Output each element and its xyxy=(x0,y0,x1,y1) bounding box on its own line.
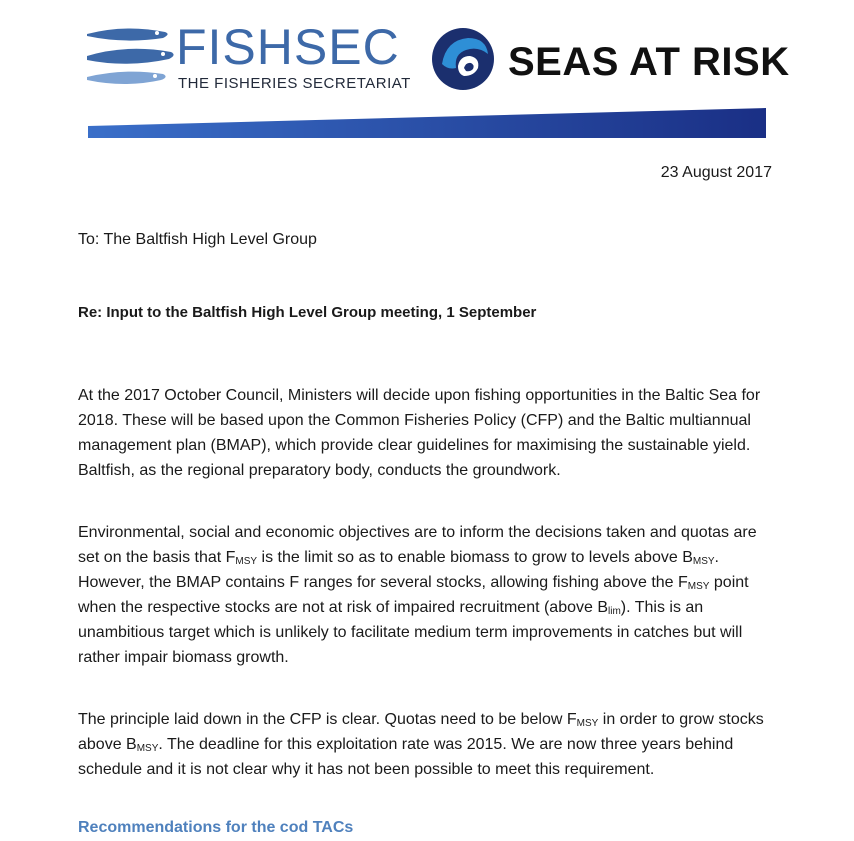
seas-at-risk-logo-icon xyxy=(428,26,498,92)
fishsec-wordmark: FISHSEC xyxy=(176,19,400,75)
subject-line: Re: Input to the Baltfish High Level Group meeting, 1 September xyxy=(78,304,537,321)
fish-logo-icon xyxy=(85,22,177,90)
recommendations-heading: Recommendations for the cod TACs xyxy=(78,819,354,836)
seas-at-risk-wordmark: SEAS AT RISK xyxy=(508,40,790,84)
letterhead xyxy=(0,0,854,145)
fishsec-tagline: THE FISHERIES SECRETARIAT xyxy=(178,75,411,92)
paragraph-objectives: Environmental, social and economic objectives are to inform the decisions taken and quotas are set on the basis that $F_{MSY}$ is the limit so as to enable biomass to grow to levels above $B_{MSY}$. However, the BMAP contains F ranges for several stocks, allowing fishing above the $F_{MSY}$ point when the respective stocks are not at risk of impaired recruitment (above $B_{lim}$). This is an unambitious target which is unlikely to facilitate medium term improvements in catches but will rather impair biomass growth. xyxy=(78,524,757,666)
header-wedge-divider xyxy=(88,108,766,140)
paragraph-intro: At the 2017 October Council, Ministers will decide upon fishing opportunities in the Baltic Sea for 2018. These will be based upon the Common Fisheries Policy (CFP) and the Baltic multiannual management plan (BMAP), which provide clear guidelines for maximising the sustainable yield. Baltfish, as the regional preparatory body, conducts the groundwork. xyxy=(78,387,761,479)
letter-date: 23 August 2017 xyxy=(660,164,772,181)
paragraph-principle: The principle laid down in the CFP is clear. Quotas need to be below $F_{MSY}$ in order to grow stocks above $B_{MSY}$. The deadline for this exploitation rate was 2015. We are now three years behind schedule and it is not clear why it has not been possible to meet this requirement. xyxy=(78,711,764,778)
recipient-line: To: The Baltfish High Level Group xyxy=(78,231,317,248)
